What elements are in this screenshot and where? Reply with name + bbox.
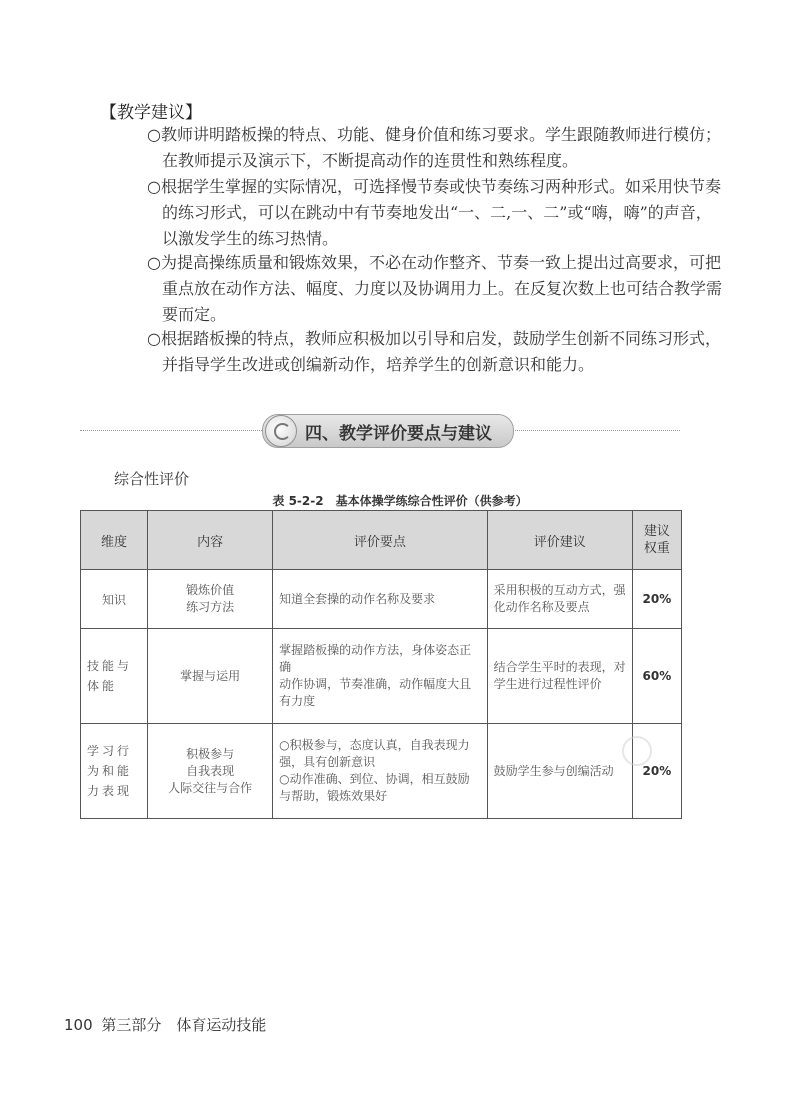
cell-dimension: 知识 [81,570,148,629]
cell-dimension: 学习行为和能力表现 [81,724,148,819]
cell-weight: 60% [632,629,681,724]
header-dimension: 维度 [81,511,148,570]
cell-content: 掌握与运用 [148,629,273,724]
header-weight: 建议 权重 [632,511,681,570]
footer-part-title: 第三部分 体育运动技能 [101,1016,267,1034]
header-suggestion: 评价建议 [487,511,632,570]
header-points: 评价要点 [273,511,487,570]
page-number: 100 [64,1016,93,1034]
table-row [81,629,682,724]
section-banner [262,414,514,448]
evaluation-table [80,510,682,819]
cell-suggestion: 采用积极的互动方式，强化动作名称及要点 [487,570,632,629]
cell-content: 积极参与 自我表现 人际交往与合作 [148,724,273,819]
suggestion-paragraph-3: ○为提高操练质量和锻炼效果，不必在动作整齐、节奏一致上提出过高要求，可把重点放在动作方法、幅度、力度以及协调用力上。在反复次数上也可结合教学需要而定。 [147,253,723,324]
table-header-row [81,511,682,570]
cell-weight: 20% [632,570,681,629]
suggestion-paragraph-1: ○教师讲明踏板操的特点、功能、健身价值和练习要求。学生跟随教师进行模仿；在教师提示及演示下，不断提高动作的连贯性和熟练程度。 [147,125,721,170]
cell-suggestion: 结合学生平时的表现，对学生进行过程性评价 [487,629,632,724]
suggestion-paragraph-2: ○根据学生掌握的实际情况，可选择慢节奏或快节奏练习两种形式。如采用快节奏的练习形式，可以在跳动中有节奏地发出“一、二,一、二”或“嗨，嗨”的声音，以激发学生的练习热情。 [147,177,721,248]
table-row [81,570,682,629]
teaching-suggestion-heading: 【教学建议】 [100,103,202,123]
section-emblem-icon [265,415,297,447]
cell-points: ○积极参与，态度认真，自我表现力强，具有创新意识 ○动作准确、到位、协调，相互鼓励与帮助，锻炼效果好 [273,724,487,819]
table-caption: 表 5-2-2 基本体操学练综合性评价（供参考） [272,494,528,508]
page-footer [64,1014,266,1035]
cell-points: 知道全套操的动作名称及要求 [273,570,487,629]
cell-points: 掌握踏板操的动作方法，身体姿态正确 动作协调，节奏准确，动作幅度大且有力度 [273,629,487,724]
watermark-registered-mark [622,736,652,766]
comprehensive-evaluation-subheading: 综合性评价 [114,470,190,488]
cell-weight: 20% [632,724,681,819]
cell-suggestion: 鼓励学生参与创编活动 [487,724,632,819]
suggestion-paragraph-4: ○根据踏板操的特点，教师应积极加以引导和启发，鼓励学生创新不同练习形式，并指导学生改进或创编新动作，培养学生的创新意识和能力。 [147,329,721,374]
section-title: 四、教学评价要点与建议 [305,423,492,444]
header-content: 内容 [148,511,273,570]
cell-content: 锻炼价值 练习方法 [148,570,273,629]
cell-dimension: 技能与体能 [81,629,148,724]
table-row [81,724,682,819]
